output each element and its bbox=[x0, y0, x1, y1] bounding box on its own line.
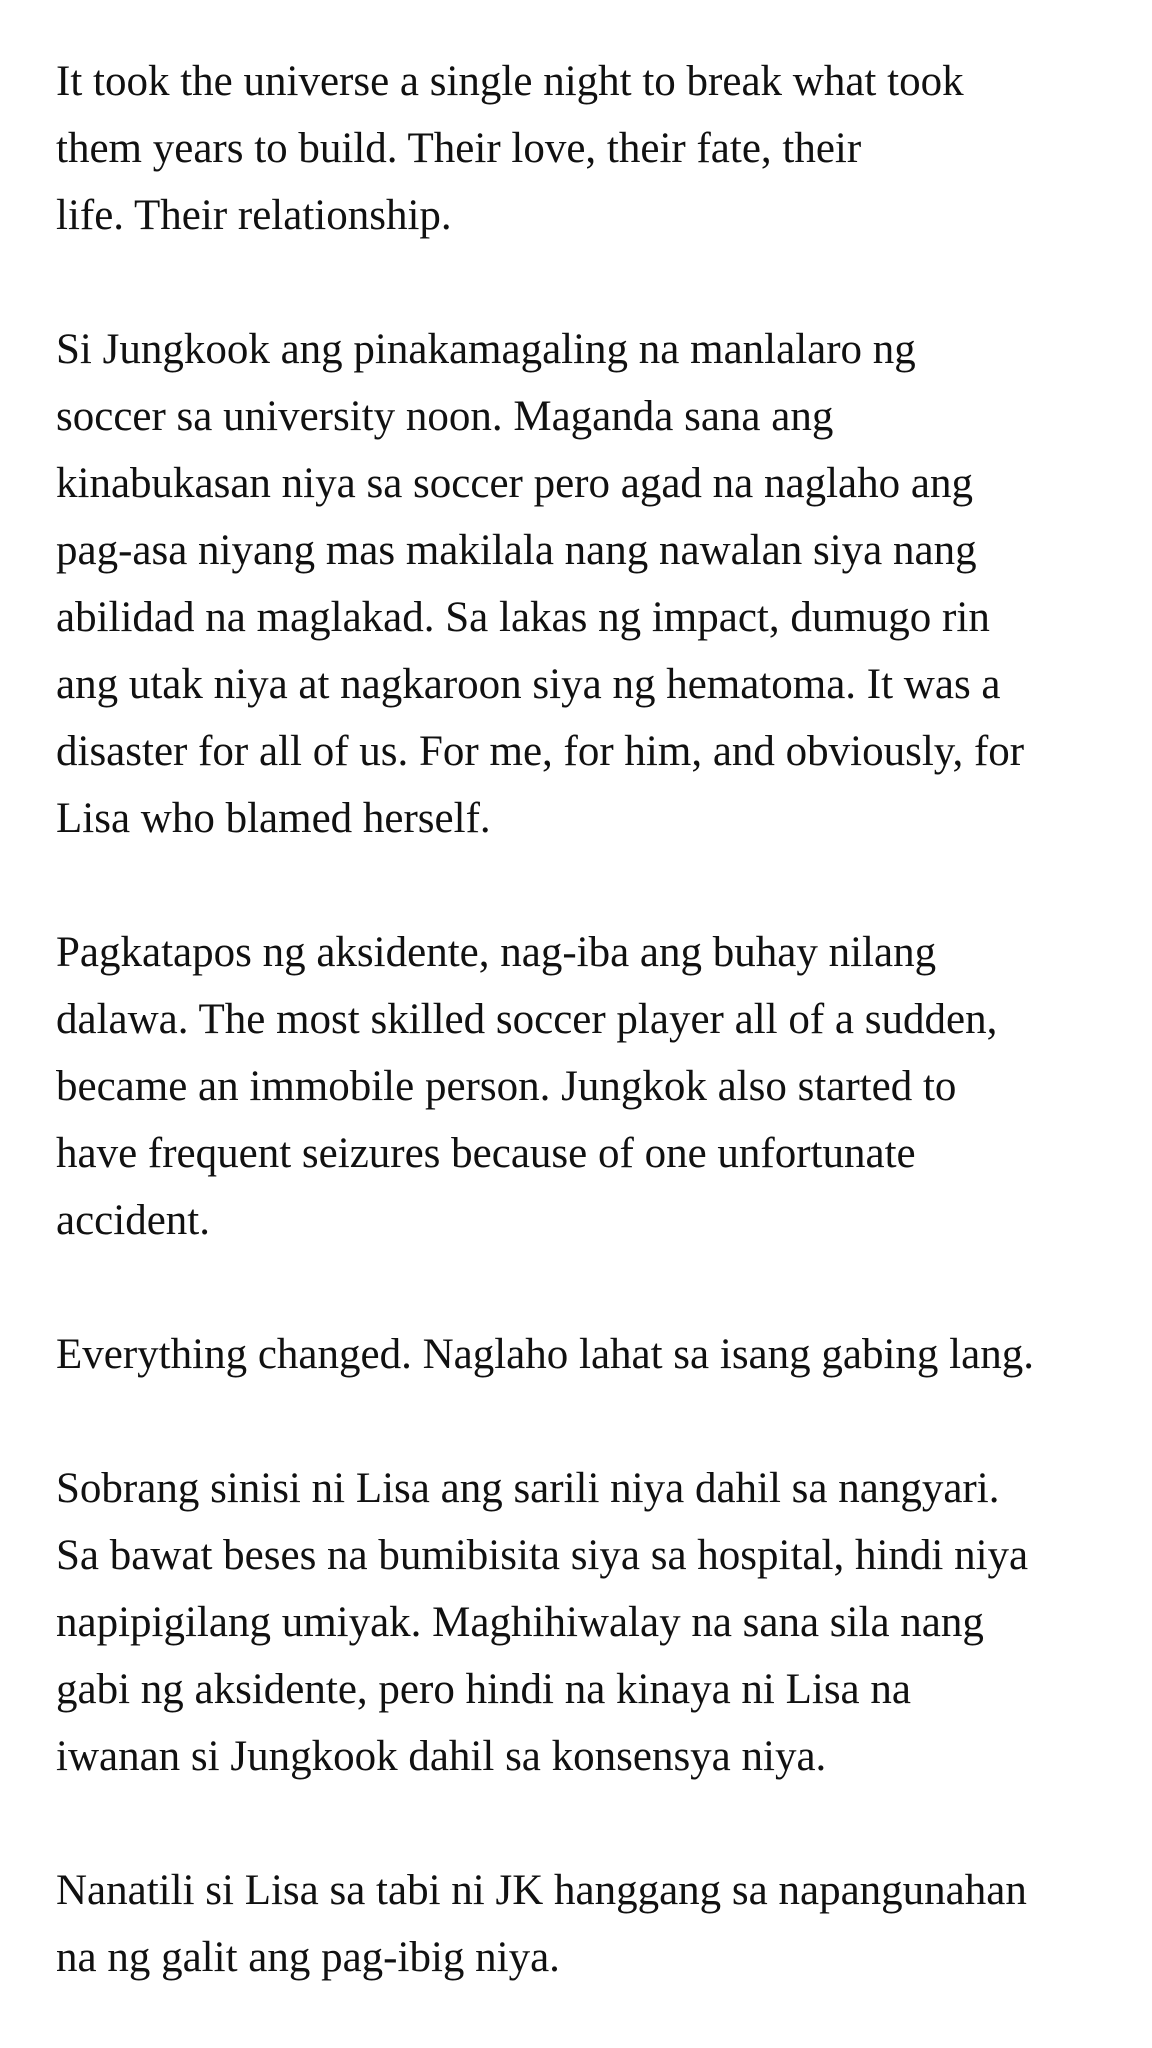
text-line: accident. bbox=[56, 1197, 210, 1244]
text-line: abilidad na maglakad. Sa lakas ng impact, dumugo rin bbox=[56, 594, 990, 641]
text-line: kinabukasan niya sa soccer pero agad na naglaho ang bbox=[56, 460, 973, 507]
text-line: dalawa. The most skilled soccer player all of a sudden, bbox=[56, 996, 998, 1043]
text-line: them years to build. Their love, their fate, their bbox=[56, 125, 862, 172]
text-line: Pagkatapos ng aksidente, nag-iba ang buhay nilang bbox=[56, 929, 937, 976]
text-line: Si Jungkook ang pinakamagaling na manlalaro ng bbox=[56, 326, 916, 373]
text-line: have frequent seizures because of one unfortunate bbox=[56, 1130, 916, 1177]
text-line: Sobrang sinisi ni Lisa ang sarili niya dahil sa nangyari. bbox=[56, 1465, 1000, 1512]
text-line: Nanatili si Lisa sa tabi ni JK hanggang sa napangunahan bbox=[56, 1867, 1027, 1914]
text-line: Lisa who blamed herself. bbox=[56, 795, 491, 842]
text-line: na ng galit ang pag-ibig niya. bbox=[56, 1934, 560, 1981]
text-line: pag-asa niyang mas makilala nang nawalan siya nang bbox=[56, 527, 977, 574]
text-line: iwanan si Jungkook dahil sa konsensya niya. bbox=[56, 1733, 827, 1780]
paragraph-4 bbox=[56, 1321, 1096, 1388]
text-line: disaster for all of us. For me, for him, and obviously, for bbox=[56, 728, 1025, 775]
paragraph-1 bbox=[56, 48, 1096, 249]
text-line: Sa bawat beses na bumibisita siya sa hospital, hindi niya bbox=[56, 1532, 1029, 1579]
text-line: It took the universe a single night to break what took bbox=[56, 58, 964, 105]
paragraph-6 bbox=[56, 1857, 1096, 1991]
text-line: ang utak niya at nagkaroon siya ng hematoma. It was a bbox=[56, 661, 1001, 708]
text-line: life. Their relationship. bbox=[56, 192, 452, 239]
paragraph-3 bbox=[56, 919, 1096, 1254]
text-line: gabi ng aksidente, pero hindi na kinaya ni Lisa na bbox=[56, 1666, 911, 1713]
text-line: soccer sa university noon. Maganda sana ang bbox=[56, 393, 834, 440]
text-line: napipigilang umiyak. Maghihiwalay na sana sila nang bbox=[56, 1599, 984, 1646]
story-text bbox=[56, 48, 1096, 1991]
paragraph-2 bbox=[56, 316, 1096, 852]
text-line: became an immobile person. Jungkok also started to bbox=[56, 1063, 957, 1110]
paragraph-5 bbox=[56, 1455, 1096, 1790]
text-line: Everything changed. Naglaho lahat sa isang gabing lang. bbox=[56, 1331, 1034, 1378]
